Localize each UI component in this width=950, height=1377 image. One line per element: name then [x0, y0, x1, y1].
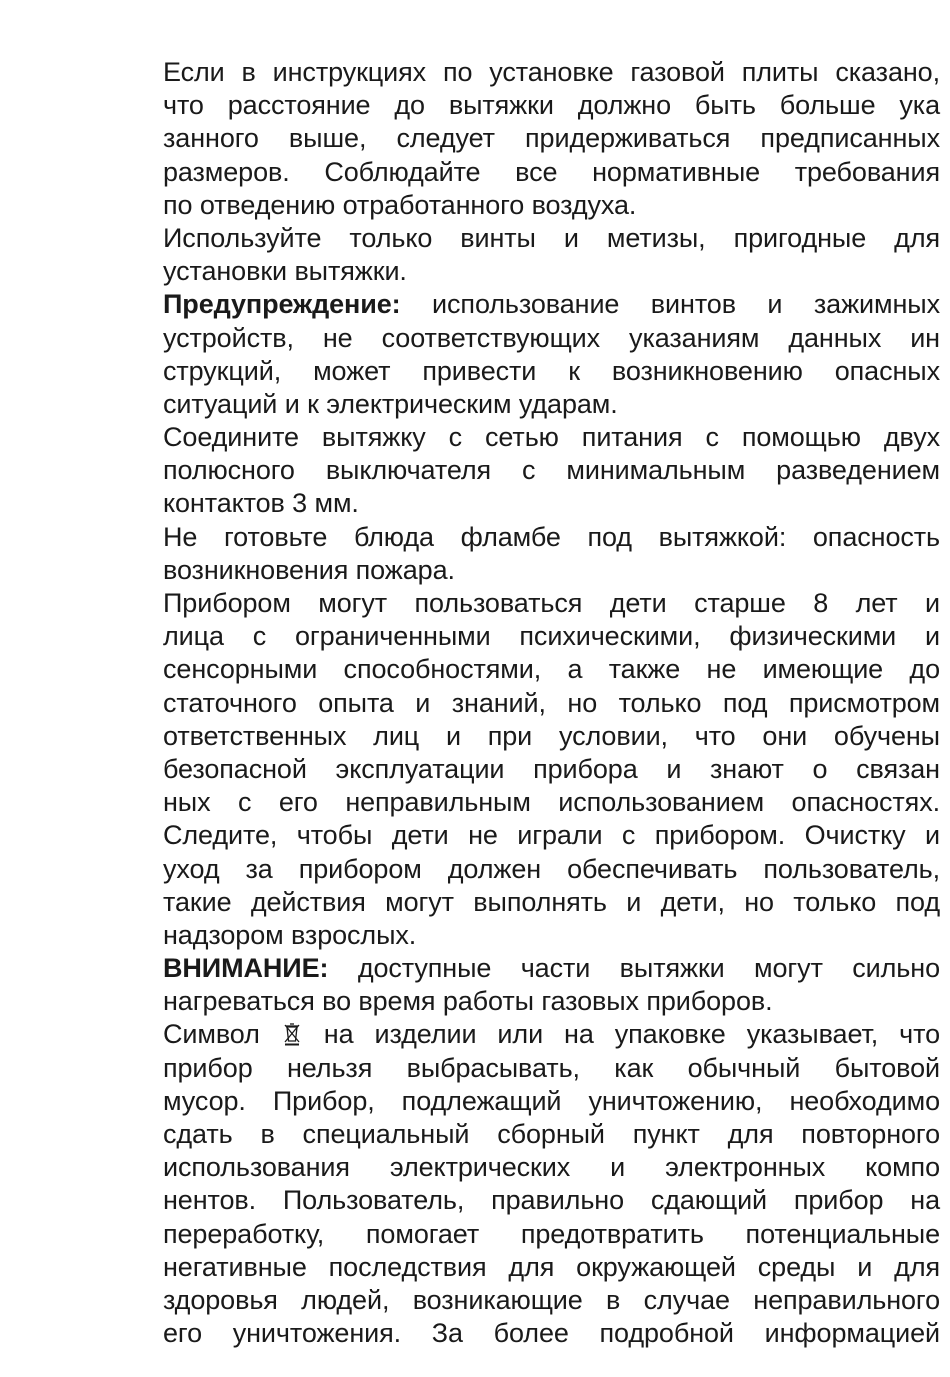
text-span: Используйте только винты и метизы, пригодные для — [163, 222, 940, 253]
text-span: мусор. Прибор, подлежащий уничтожению, необходимо — [163, 1085, 940, 1116]
text-line — [163, 1085, 940, 1118]
text-line — [163, 587, 940, 620]
text-line — [163, 554, 940, 587]
text-span: струкций, может привести к возникновению опасных — [163, 355, 940, 386]
text-span: возникновения пожара. — [163, 554, 455, 585]
text-span: Прибором могут пользоваться дети старше 8 лет и — [163, 588, 940, 618]
text-line — [163, 1018, 940, 1051]
text-span: здоровья людей, возникающие в случае неправильного — [163, 1284, 940, 1315]
text-span: использование винтов и зажимных — [400, 289, 940, 320]
text-line — [163, 720, 940, 753]
text-line — [163, 355, 940, 388]
text-line — [163, 753, 940, 786]
bold-heading: ВНИМАНИЕ: — [163, 953, 329, 984]
bold-heading: Предупреждение: — [163, 289, 401, 320]
text-span: его уничтожения. За более подробной информацией — [163, 1318, 940, 1349]
text-line — [163, 985, 940, 1018]
text-line — [163, 255, 940, 288]
text-span: статочного опыта и знаний, но только под присмотром — [163, 687, 940, 718]
text-span: Если в инструкциях по установке газовой плиты сказано, — [163, 57, 940, 87]
instruction-text-block — [163, 56, 940, 1350]
text-line — [163, 886, 940, 919]
text-line — [163, 89, 940, 122]
text-line — [163, 1151, 940, 1184]
text-line — [163, 1118, 940, 1151]
text-line — [163, 189, 940, 222]
text-span: Соедините вытяжку с сетью питания с помощью двух — [163, 422, 940, 453]
text-line — [163, 919, 940, 952]
text-line — [163, 288, 940, 321]
text-line — [163, 620, 940, 653]
text-line — [163, 952, 940, 985]
text-line — [163, 521, 940, 554]
text-line — [163, 222, 940, 255]
text-span: что расстояние до вытяжки должно быть больше ука — [163, 90, 940, 121]
text-span: надзором взрослых. — [163, 919, 417, 950]
text-span: Следите, чтобы дети не играли с прибором. Очистку и — [163, 820, 940, 851]
text-line — [163, 1218, 940, 1251]
text-line — [163, 786, 940, 819]
text-span: устройств, не соответствующих указаниям данных ин — [163, 322, 940, 353]
text-span: ных с его неправильным использованием опасностях. — [163, 787, 940, 818]
text-span: сенсорными способностями, а также не имеющие до — [163, 654, 940, 685]
text-span: безопасной эксплуатации прибора и знают о связан — [163, 753, 940, 784]
text-span: занного выше, следует придерживаться предписанных — [163, 123, 940, 154]
text-line — [163, 56, 940, 89]
text-span: доступные части вытяжки могут сильно — [328, 953, 940, 984]
text-span: ответственных лиц и при условии, что они обучены — [163, 720, 940, 751]
text-span: прибор нельзя выбрасывать, как обычный бытовой — [163, 1052, 940, 1083]
crossed-out-bin-icon — [283, 1022, 301, 1046]
text-line — [163, 1251, 940, 1284]
text-span: такие действия могут выполнять и дети, но только под — [163, 886, 940, 917]
text-line — [163, 1284, 940, 1317]
text-span: установки вытяжки. — [163, 256, 407, 287]
text-span: на изделии или на упаковке указывает, что — [302, 1019, 940, 1050]
text-line — [163, 1317, 940, 1350]
text-line — [163, 322, 940, 355]
text-span: переработку, помогает предотвратить потенциальные — [163, 1218, 940, 1249]
text-span: негативные последствия для окружающей среды и для — [163, 1251, 940, 1282]
text-span: полюсного выключателя с минимальным разведением — [163, 455, 940, 486]
text-span: сдать в специальный сборный пункт для повторного — [163, 1119, 940, 1149]
text-line — [163, 122, 940, 155]
text-span: Не готовьте блюда фламбе под вытяжкой: опасность — [163, 521, 940, 552]
text-line — [163, 853, 940, 886]
text-line — [163, 454, 940, 487]
text-span: по отведению отработанного воздуха. — [163, 189, 637, 220]
text-line — [163, 687, 940, 720]
text-span: использования электрических и электронных компо — [163, 1152, 940, 1183]
text-line — [163, 819, 940, 852]
text-span: лица с ограниченными психическими, физическими и — [163, 621, 940, 652]
text-line — [163, 487, 940, 520]
text-line — [163, 421, 940, 454]
text-span: размеров. Соблюдайте все нормативные требования — [163, 156, 940, 187]
text-span: контактов 3 мм. — [163, 488, 359, 519]
text-line — [163, 1052, 940, 1085]
text-span: ситуаций и к электрическим ударам. — [163, 388, 618, 419]
text-line — [163, 388, 940, 421]
text-span: уход за прибором должен обеспечивать пользователь, — [163, 853, 940, 884]
text-span: нентов. Пользователь, правильно сдающий прибор на — [163, 1185, 940, 1216]
text-line — [163, 1184, 940, 1217]
text-span: Символ — [163, 1019, 281, 1050]
text-span: нагреваться во время работы газовых приборов. — [163, 986, 773, 1017]
text-line — [163, 156, 940, 189]
text-line — [163, 653, 940, 686]
